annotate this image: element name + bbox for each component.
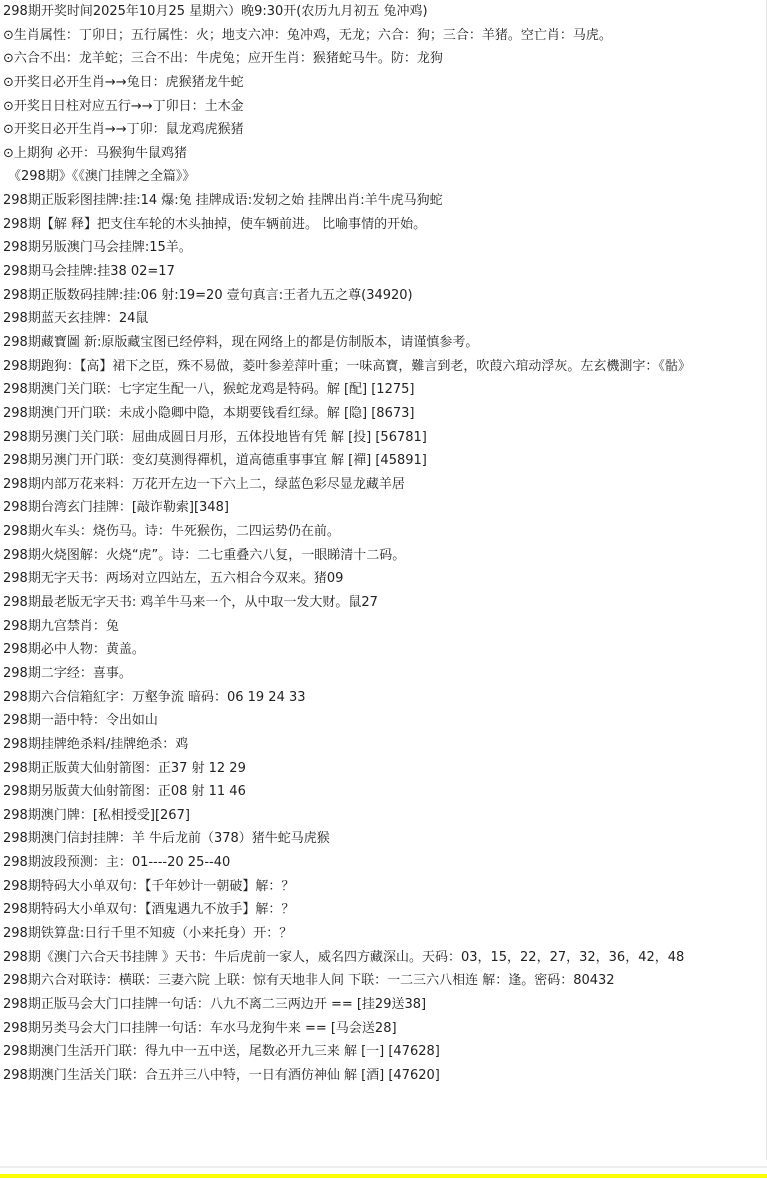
text-line: 298期内部万花来料：万花开左边一下六上二，绿蓝色彩尽显龙藏羊居 (3, 476, 405, 492)
text-line: 298期《澳门六合天书挂牌 》天书：牛后虎前一家人，威名四方藏深山。天码：03，15，22，27，32，36，42，48 (3, 949, 685, 965)
text-line: 298期一語中特：令出如山 (3, 713, 158, 729)
text-line: ⊙上期狗 必开：马猴狗牛鼠鸡猪 (3, 145, 188, 161)
text-line: 298期六合信箱紅字：万壑争流 暗码：06 19 24 33 (3, 689, 306, 705)
text-line: 298期澳门信封挂牌：羊 牛后龙前（378）猪牛蛇马虎猴 (3, 831, 330, 847)
text-line: 298期挂牌绝杀料/挂牌绝杀：鸡 (3, 736, 189, 752)
text-line: 298期最老版无字天书: 鸡羊牛马来一个，从中取一发大财。鼠27 (3, 595, 378, 611)
text-line: 298期特码大小单双句：【酒鬼遇九不放手】解：？ (3, 902, 295, 918)
text-line: 298期另类马会大门口挂牌一句话：车水马龙狗牛来 == [马会送28] (3, 1020, 397, 1036)
text-line: 298期无字天书：两场对立四站左，五六相合今双来。猪09 (3, 571, 344, 587)
text-line: 298期开奖时间2025年10月25 星期六）晚9:30开(农历九月初五 兔冲鸡) (3, 4, 428, 19)
text-line: 298期九宫禁肖：兔 (3, 618, 119, 634)
text-line: 298期特码大小单双句：【千年妙计一朝破】解：？ (3, 878, 295, 894)
text-line: 298期澳门关门联：七字定生配一八，猴蛇龙鸡是特码。解 [配] [1275] (3, 382, 415, 398)
text-line: ⊙开奖日必开生肖→→丁卯：鼠龙鸡虎猴猪 (3, 122, 244, 138)
text-line: 298期正版数码挂牌:挂:06 射:19=20 壹句真言:王者九五之尊(34920) (3, 287, 413, 303)
text-line: 298期澳门生活开门联：得九中一五中送，尾数必开九三来 解 [一] [47628] (3, 1044, 440, 1060)
text-line: 298期正版马会大门口挂牌一句话：八九不离二三两边开 == [挂29送38] (3, 996, 427, 1012)
text-line: ⊙开奖日必开生肖→→兔日：虎猴猪龙牛蛇 (3, 74, 244, 90)
text-line: 298期跑狗：【高】裙下之臣，殊不易做，菱叶参差萍叶重；一味高寶，難言到老，吹葭六琯动浮灰。左玄機測字：《骷》 (3, 358, 691, 374)
text-line: 298期铁算盘:日行千里不知疲（小来托身）开：？ (3, 925, 293, 941)
text-line: 298期另版黄大仙射箭图：正08 射 11 46 (3, 784, 246, 800)
text-line: 298期六合对联诗：横联：三妻六院 上联：惊有天地非人间 下联：一二三六八相连 解：逢。密码：80432 (3, 973, 615, 989)
divider (0, 1166, 767, 1168)
section-heading: 《298期》《《澳门挂牌之全篇》》 (8, 169, 196, 185)
text-line: 298期必中人物：黄盖。 (3, 642, 145, 658)
text-line: 298期【解 释】把支住车轮的木头抽掉，使车辆前进。 比喻事情的开始。 (3, 216, 427, 232)
text-line: 298期另澳门关门联：屈曲成圆日月形，五体投地皆有凭 解 [投] [56781] (3, 429, 427, 445)
text-line: 298期火车头：烧伤马。诗：牛死猴伤，二四运势仍在前。 (3, 524, 340, 540)
text-line: 298期蓝天玄挂牌：24鼠 (3, 311, 149, 327)
text-line: 298期澳门牌：[私相授受][267] (3, 807, 190, 823)
text-line: 298期澳门开门联：未成小隐卿中隐，本期要钱看红绿。解 [隐] [8673] (3, 405, 415, 421)
text-line: 298期澳门生活关门联：合五并三八中特，一日有酒仿神仙 解 [酒] [47620] (3, 1067, 440, 1083)
text-line: 298期藏寶圖 新:原版藏宝图已经停料，现在网络上的都是仿制版本，请谨慎参考。 (3, 334, 479, 350)
text-line: 298期马会挂牌:挂38 02=17 (3, 264, 175, 280)
text-line: 298期正版彩图挂牌:挂:14 爆:兔 挂牌成语:发轫之始 挂牌出肖:羊牛虎马狗蛇 (3, 193, 443, 209)
text-line: ⊙六合不出：龙羊蛇；三合不出：牛虎兔；应开生肖：猴猪蛇马牛。防：龙狗 (3, 51, 443, 67)
text-line: 298期另澳门开门联：变幻莫测得禪机，道高德重事事宜 解 [禪] [45891] (3, 453, 427, 469)
text-line: ⊙开奖日日柱对应五行→→丁卯日：土木金 (3, 98, 244, 114)
text-line: 298期火烧图解：火烧“虎”。诗：二七重叠六八复，一眼睇清十二码。 (3, 547, 406, 563)
yellow-bar (0, 1174, 767, 1178)
text-line: ⊙生肖属性：丁卯日；五行属性：火；地支六冲：兔冲鸡，无龙；六合：狗；三合：羊猪。空亡肖：马虎。 (3, 27, 612, 43)
text-line: 298期二字经：喜事。 (3, 665, 132, 681)
text-line: 298期台湾玄门挂牌：[敲诈勒索][348] (3, 500, 229, 516)
text-line: 298期波段预测：主：01----20 25--40 (3, 855, 231, 871)
text-line: 298期正版黄大仙射箭图：正37 射 12 29 (3, 760, 246, 776)
text-line: 298期另版澳门马会挂牌:15羊。 (3, 240, 192, 256)
